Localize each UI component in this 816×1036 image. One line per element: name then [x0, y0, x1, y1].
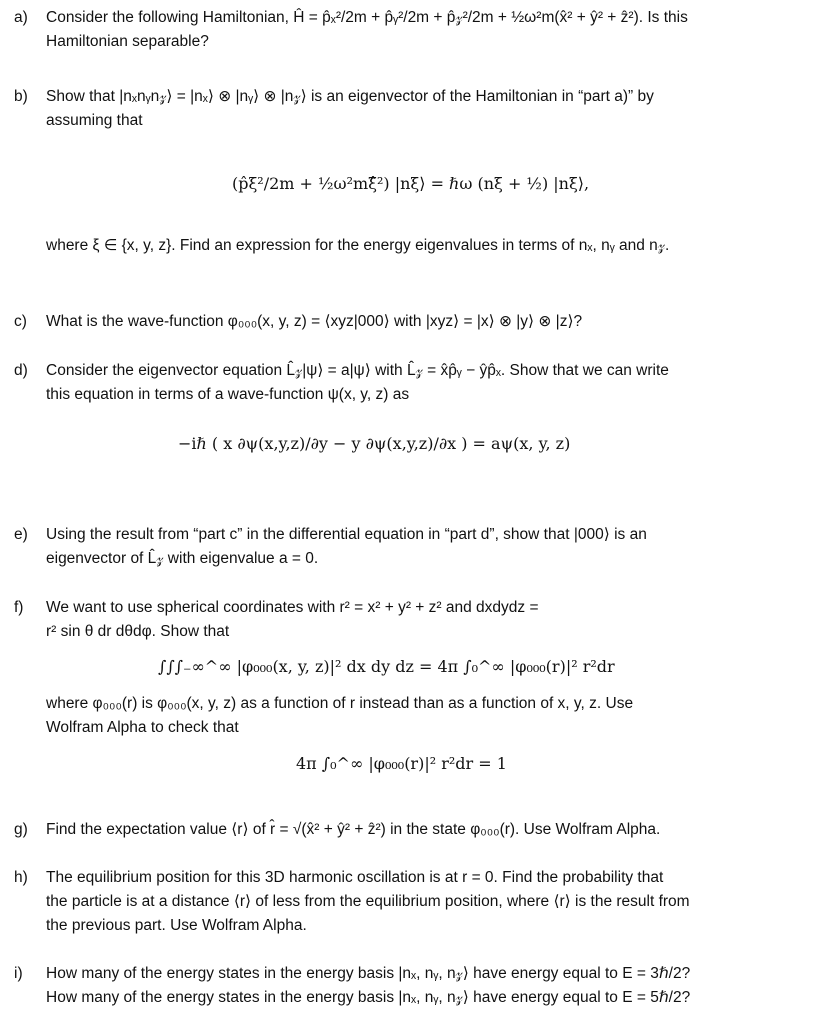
part-b-after — [14, 234, 804, 258]
equation-f: ∫∫∫₋∞^∞ |φ₀₀₀(x, y, z)|² dx dy dz = 4π ∫₀^∞ |φ₀₀₀(r)|² r²dr — [158, 657, 615, 676]
part-i — [14, 962, 804, 1010]
part-f-after — [14, 692, 804, 740]
part-b-line-2: assuming that — [46, 112, 143, 129]
part-f-after-line-1: where φ₀₀₀(r) is φ₀₀₀(x, y, z) as a function of r instead than as a function of x, y, z. Use — [46, 695, 634, 712]
part-g-line-1: Find the expectation value ⟨r⟩ of r̂ = √(x̂² + ŷ² + ẑ²) in the state φ₀₀₀(r). Use Wolfram Alpha. — [46, 821, 661, 838]
part-d — [14, 359, 804, 407]
part-a-line-2: Hamiltonian separable? — [46, 33, 209, 50]
equation-f2: 4π ∫₀^∞ |φ₀₀₀(r)|² r²dr = 1 — [296, 754, 507, 773]
part-h-line-3: the previous part. Use Wolfram Alpha. — [46, 917, 307, 934]
part-h — [14, 866, 804, 938]
part-a-line-1: Consider the following Hamiltonian, Ĥ = p̂ₓ²/2m + p̂ᵧ²/2m + p̂𝓏²/2m + ½ω²m(x̂² + ŷ² + ẑ²). Is this — [46, 9, 688, 26]
part-e — [14, 523, 804, 571]
part-c — [14, 310, 804, 334]
part-h-line-1: The equilibrium position for this 3D harmonic oscillation is at r = 0. Find the probability that — [46, 869, 664, 886]
part-label: g) — [14, 821, 28, 838]
part-b-line-1: Show that |nₓnᵧn𝓏⟩ = |nₓ⟩ ⊗ |nᵧ⟩ ⊗ |n𝓏⟩ is an eigenvector of the Hamiltonian in “part a)” by — [46, 88, 654, 105]
part-a — [14, 6, 804, 54]
part-label: d) — [14, 362, 28, 379]
part-label: b) — [14, 88, 28, 105]
part-e-line-2: eigenvector of L̂𝓏 with eigenvalue a = 0. — [46, 550, 319, 567]
part-b-after-text: where ξ ∈ {x, y, z}. Find an expression for the energy eigenvalues in terms of nₓ, nᵧ and n𝓏. — [46, 237, 670, 254]
part-d-line-2: this equation in terms of a wave-function ψ(x, y, z) as — [46, 386, 410, 403]
equation-b: (p̂ξ²/2m + ½ω²mξ̂²) |nξ⟩ = ℏω (nξ + ½) |nξ⟩, — [232, 174, 590, 193]
part-label: a) — [14, 9, 28, 26]
part-f — [14, 596, 804, 644]
part-i-line-1: How many of the energy states in the energy basis |nₓ, nᵧ, n𝓏⟩ have energy equal to E = 3ℏ/2? — [46, 965, 691, 982]
part-d-line-1: Consider the eigenvector equation L̂𝓏|ψ⟩ = a|ψ⟩ with L̂𝓏 = x̂p̂ᵧ − ŷp̂ₓ. Show that we can write — [46, 362, 669, 379]
part-g — [14, 818, 804, 842]
part-label: e) — [14, 526, 28, 543]
part-f-after-line-2: Wolfram Alpha to check that — [46, 719, 239, 736]
part-label: c) — [14, 313, 27, 330]
part-f-line-2: r² sin θ dr dθdφ. Show that — [46, 623, 230, 640]
part-b — [14, 85, 804, 133]
part-label: f) — [14, 599, 24, 616]
part-c-line-1: What is the wave-function φ₀₀₀(x, y, z) = ⟨xyz|000⟩ with |xyz⟩ = |x⟩ ⊗ |y⟩ ⊗ |z⟩? — [46, 313, 583, 330]
part-i-line-2: How many of the energy states in the energy basis |nₓ, nᵧ, n𝓏⟩ have energy equal to E = 5ℏ/2? — [46, 989, 691, 1006]
part-h-line-2: the particle is at a distance ⟨r⟩ of less from the equilibrium position, where ⟨r⟩ is the result from — [46, 893, 690, 910]
part-e-line-1: Using the result from “part c” in the differential equation in “part d”, show that |000⟩ is an — [46, 526, 647, 543]
equation-d: −iℏ ( x ∂ψ(x,y,z)/∂y − y ∂ψ(x,y,z)/∂x ) = aψ(x, y, z) — [178, 434, 571, 453]
part-label: i) — [14, 965, 23, 982]
part-f-line-1: We want to use spherical coordinates with r² = x² + y² + z² and dxdydz = — [46, 599, 539, 616]
part-label: h) — [14, 869, 28, 886]
